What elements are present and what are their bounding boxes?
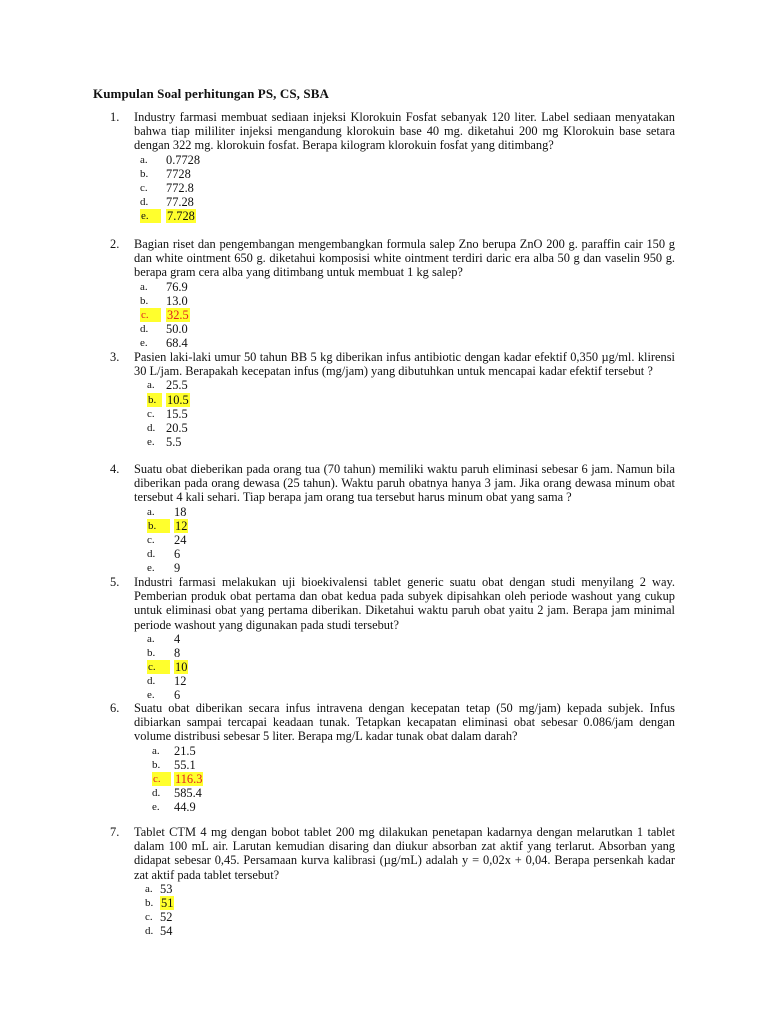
option-d: d. 20.5 bbox=[147, 420, 188, 435]
question-3 bbox=[110, 350, 675, 449]
question-6 bbox=[110, 701, 675, 814]
option-c-highlighted: c. 32.5 bbox=[141, 307, 189, 322]
question-4 bbox=[110, 462, 675, 575]
option-e: e. 44.9 bbox=[152, 799, 196, 814]
option-a: a. 4 bbox=[147, 631, 181, 646]
option-c-highlighted: c. 116.3 bbox=[153, 771, 203, 786]
option-list bbox=[110, 505, 675, 575]
question-text: Suatu obat diberikan secara infus intravena dengan kecepatan tetap (50 mg/jam) kepada subjek. Infus dibiarkan sampai tercapai keadaan tunak. Tetapkan kecapatan eliminasi obat sebesar 0.086/jam dengan volume distribusi sebesar 5 liter. Berapa mg/L kadar tunak obat dalam darah? bbox=[134, 701, 675, 744]
question-text: Bagian riset dan pengembangan mengembangkan formula salep Zno berupa ZnO 200 g. paraffin cair 150 g dan white ointment 650 g. diketahui komposisi white ointment terdiri daric era alba 50 g dan vaselin 950 g. berapa gram cera alba yang ditimbang untuk membuat 1 kg salep? bbox=[134, 237, 675, 280]
option-list bbox=[110, 882, 675, 938]
option-d: d. 6 bbox=[147, 546, 181, 561]
option-a: a. 53 bbox=[145, 881, 173, 896]
question-number: 2. bbox=[110, 237, 120, 251]
option-list bbox=[110, 378, 675, 448]
option-e-highlighted: e. 7.728 bbox=[141, 208, 195, 223]
option-e: e. 9 bbox=[147, 560, 181, 575]
option-c: c. 52 bbox=[145, 910, 173, 924]
question-text: Pasien laki-laki umur 50 tahun BB 5 kg diberikan infus antibiotic dengan kadar efektif 0,350 µg/ml. klirensi 30 L/jam. Berapakah kecepatan infus (mg/jam) yang dibutuhkan untuk mencapai kadar efektif tersebut ? bbox=[134, 350, 675, 379]
question-text: Industri farmasi melakukan uji bioekivalensi tablet generic suatu obat dengan studi menyilang 2 way. Pemberian produk obat pertama dan obat kedua pada subyek dipisahkan oleh periode washout yang cukup untuk eliminasi obat yang pertama diberikan. Diketahui waktu paruh obat yaitu 2 jam. Berapa jam minimal periode washout yang digunakan pada studi tersebut? bbox=[134, 575, 675, 632]
option-d: d. 77.28 bbox=[140, 194, 194, 209]
option-list bbox=[110, 280, 675, 350]
option-b: b. 13.0 bbox=[140, 293, 188, 308]
question-number: 1. bbox=[110, 110, 120, 124]
question-1 bbox=[110, 110, 675, 223]
question-text: Tablet CTM 4 mg dengan bobot tablet 200 mg dilakukan penetapan kadarnya dengan melarutkan 1 tablet dalam 100 mL air. Larutan kemudian disaring dan diukur absorban zat aktif yang terlarut. Absorban yang didapat sebesar 0,45. Persamaan kurva kalibrasi (µg/mL) adalah y = 0,02x + 0,04. Berapa persenkah kadar zat aktif pada tablet tersebut? bbox=[134, 825, 675, 882]
option-a: a. 25.5 bbox=[147, 378, 188, 393]
question-text: Suatu obat dieberikan pada orang tua (70 tahun) memiliki waktu paruh eliminasi sebesar 6 jam. Namun bila diberikan pada orang dewasa (25 tahun). Waktu paruh obatnya hanya 3 jam. Jika orang dewasa minum obat tersebut 4 kali sehari. Tiap berapa jam orang tua tersebut harus minum obat yang sama ? bbox=[134, 462, 675, 505]
option-a: a. 21.5 bbox=[152, 743, 196, 758]
option-c: c. 15.5 bbox=[147, 406, 188, 421]
option-a: a. 0.7728 bbox=[140, 152, 201, 167]
option-b-highlighted: b. 10.5 bbox=[148, 392, 189, 407]
option-list bbox=[110, 744, 675, 814]
option-c-highlighted: c. 10 bbox=[148, 660, 188, 674]
option-b: b. 8 bbox=[147, 645, 181, 660]
option-d: d. 50.0 bbox=[140, 321, 188, 336]
question-number: 7. bbox=[110, 825, 120, 839]
option-b: b. 55.1 bbox=[152, 757, 196, 772]
option-c: c. 24 bbox=[147, 532, 187, 547]
option-e: e. 68.4 bbox=[140, 335, 188, 350]
option-d: d. 585.4 bbox=[152, 785, 202, 800]
question-number: 5. bbox=[110, 575, 120, 589]
question-number: 3. bbox=[110, 350, 120, 364]
option-a: a. 18 bbox=[147, 504, 187, 519]
document-title: Kumpulan Soal perhitungan PS, CS, SBA bbox=[93, 86, 329, 101]
question-5 bbox=[110, 575, 675, 702]
option-c: c. 772.8 bbox=[140, 180, 194, 195]
option-d: d. 12 bbox=[147, 674, 187, 689]
option-b: b. 7728 bbox=[140, 166, 191, 181]
question-text: Industry farmasi membuat sediaan injeksi Klorokuin Fosfat sebanyak 120 liter. Label sediaan menyatakan bahwa tiap mililiter injeksi mengandung klorokuin base 40 mg. diketahui 200 mg Klorokuin base setara dengan 322 mg. klorokuin fosfat. Berapa kilogram klorokuin fosfat yang ditimbang? bbox=[134, 110, 675, 153]
question-number: 4. bbox=[110, 462, 120, 476]
question-2 bbox=[110, 237, 675, 350]
question-7 bbox=[110, 825, 675, 938]
option-list bbox=[110, 632, 675, 702]
option-e: e. 5.5 bbox=[147, 434, 182, 449]
option-d: d. 54 bbox=[145, 924, 173, 939]
option-list bbox=[110, 153, 675, 223]
option-e: e. 6 bbox=[147, 688, 181, 703]
option-b-highlighted: b. 51 bbox=[145, 895, 174, 910]
option-b-highlighted: b. 12 bbox=[148, 518, 188, 533]
question-number: 6. bbox=[110, 701, 120, 715]
option-a: a. 76.9 bbox=[140, 279, 188, 294]
